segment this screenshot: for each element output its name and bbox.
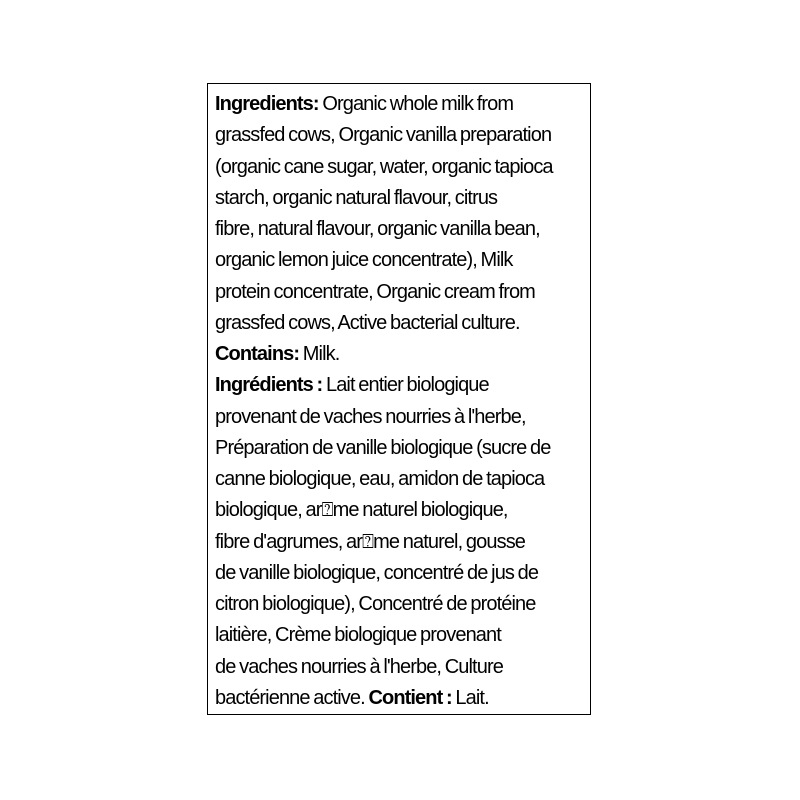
- label-line: [215, 339, 553, 370]
- label-line: protein concentrate, Organic cream from: [215, 280, 535, 303]
- label-line: [215, 683, 553, 714]
- label-line: provenant de vaches nourries à l'herbe,: [215, 405, 526, 428]
- label-line-text: Lait.: [451, 686, 489, 709]
- label-line: organic lemon juice concentrate), Milk: [215, 249, 513, 272]
- ingredients-text-block: [215, 89, 553, 714]
- label-line: fibre d'agrumes, ar⍰me naturel, gousse: [215, 530, 526, 553]
- label-line-text: bactérienne active.: [215, 686, 369, 709]
- ingredients-heading-fr: Ingrédients :: [215, 374, 323, 397]
- label-line: grassfed cows, Organic vanilla preparation: [215, 124, 552, 147]
- label-line: de vaches nourries à l'herbe, Culture: [215, 655, 503, 678]
- contains-heading-fr: Contient :: [368, 686, 452, 709]
- ingredients-heading: Ingredients:: [215, 93, 319, 115]
- label-line: [215, 370, 553, 401]
- label-line-text: Organic whole milk from: [318, 93, 514, 115]
- label-line: fibre, natural flavour, organic vanilla bean,: [215, 218, 540, 240]
- label-line: grassfed cows, Active bacterial culture.: [215, 311, 520, 334]
- ingredients-label-panel: [207, 83, 591, 715]
- label-line: biologique, ar⍰me naturel biologique,: [215, 499, 508, 522]
- label-line: Préparation de vanille biologique (sucre de: [215, 436, 551, 459]
- label-line: laitière, Crème biologique provenant: [215, 624, 501, 647]
- label-line: starch, organic natural flavour, citrus: [215, 186, 498, 209]
- label-line: citron biologique), Concentré de protéine: [215, 593, 536, 615]
- label-line: (organic cane sugar, water, organic tapioca: [215, 155, 553, 178]
- label-line: canne biologique, eau, amidon de tapioca: [215, 468, 545, 490]
- label-line-text: Milk.: [299, 343, 340, 365]
- label-line: [215, 89, 553, 120]
- label-line-text: Lait entier biologique: [322, 374, 489, 397]
- label-line: de vanille biologique, concentré de jus de: [215, 561, 539, 584]
- contains-heading: Contains:: [215, 343, 300, 365]
